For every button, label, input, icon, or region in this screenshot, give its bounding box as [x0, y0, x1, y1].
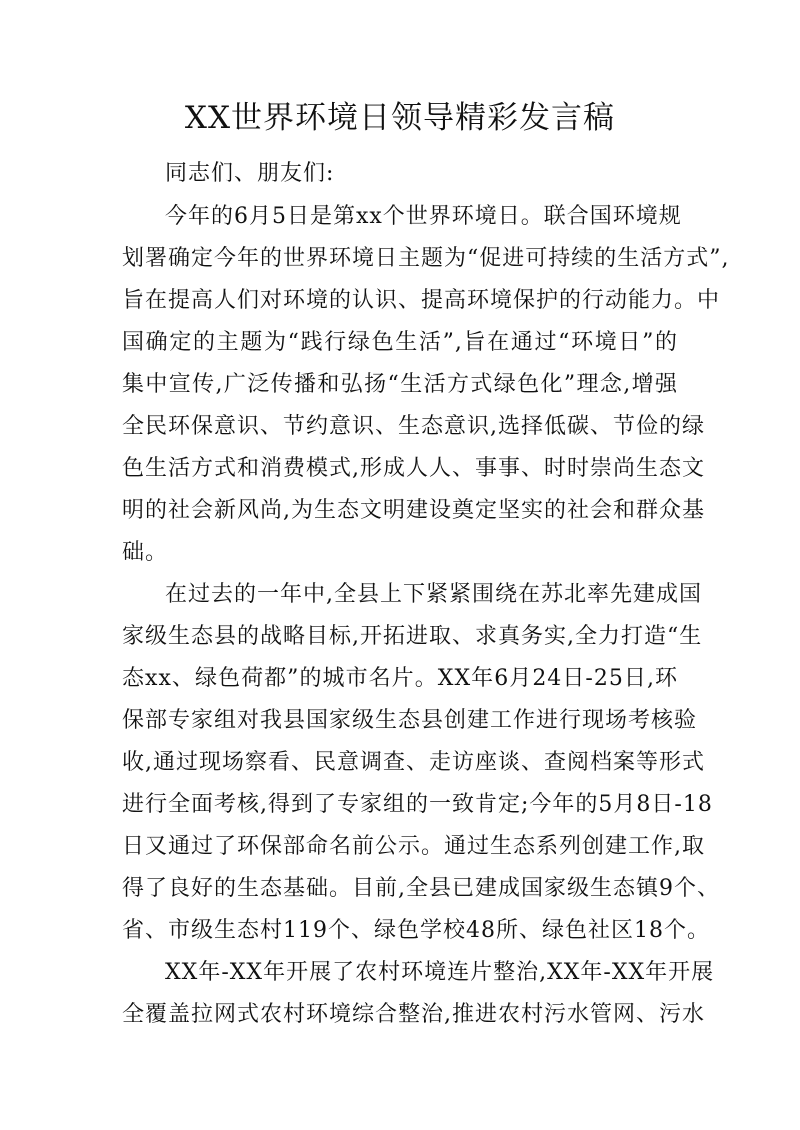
paragraph-1-line: 明的社会新风尚,为生态文明建设奠定坚实的社会和群众基 — [122, 498, 705, 523]
paragraph-2-line: 在过去的一年中,全县上下紧紧围绕在苏北率先建成国 — [165, 582, 702, 607]
paragraph-2-line: 收,通过现场察看、民意调查、走访座谈、查阅档案等形式 — [122, 750, 705, 775]
paragraph-1-line: 色生活方式和消费模式,形成人人、事事、时时崇尚生态文 — [122, 456, 705, 481]
paragraph-1-line: 国确定的主题为“践行绿色生活”,旨在通过“环境日”的 — [122, 330, 678, 355]
paragraph-2-line: 家级生态县的战略目标,开拓进取、求真务实,全力打造“生 — [122, 624, 703, 649]
paragraph-1-line: 今年的6月5日是第xx个世界环境日。联合国环境规 — [165, 204, 682, 229]
paragraph-1-line: 础。 — [122, 540, 169, 565]
paragraph-2-line: 进行全面考核,得到了专家组的一致肯定;今年的5月8日-18 — [122, 792, 713, 817]
paragraph-2-line: 得了良好的生态基础。目前,全县已建成国家级生态镇9个、 — [122, 876, 720, 901]
paragraph-2-line: 保部专家组对我县国家级生态县创建工作进行现场考核验 — [122, 708, 698, 733]
paragraph-1-line: 划署确定今年的世界环境日主题为“促进可持续的生活方式”, — [122, 246, 730, 271]
paragraph-2-line: 省、市级生态村119个、绿色学校48所、绿色社区18个。 — [122, 918, 710, 943]
paragraph-3-line: XX年-XX年开展了农村环境连片整治,XX年-XX年开展 — [165, 960, 715, 985]
document-title: XX世界环境日领导精彩发言稿 — [184, 100, 616, 136]
paragraph-1-line: 全民环保意识、节约意识、生态意识,选择低碳、节俭的绿 — [122, 414, 705, 439]
paragraph-1-line: 集中宣传,广泛传播和弘扬“生活方式绿色化”理念,增强 — [122, 372, 678, 397]
paragraph-2-line: 态xx、绿色荷都”的城市名片。XX年6月24日-25日,环 — [122, 666, 678, 691]
paragraph-1-line: 旨在提高人们对环境的认识、提高环境保护的行动能力。中 — [122, 288, 721, 313]
paragraph-3-line: 全覆盖拉网式农村环境综合整治,推进农村污水管网、污水 — [122, 1002, 705, 1027]
greeting: 同志们、朋友们: — [165, 161, 335, 186]
paragraph-2-line: 日又通过了环保部命名前公示。通过生态系列创建工作,取 — [122, 834, 705, 859]
